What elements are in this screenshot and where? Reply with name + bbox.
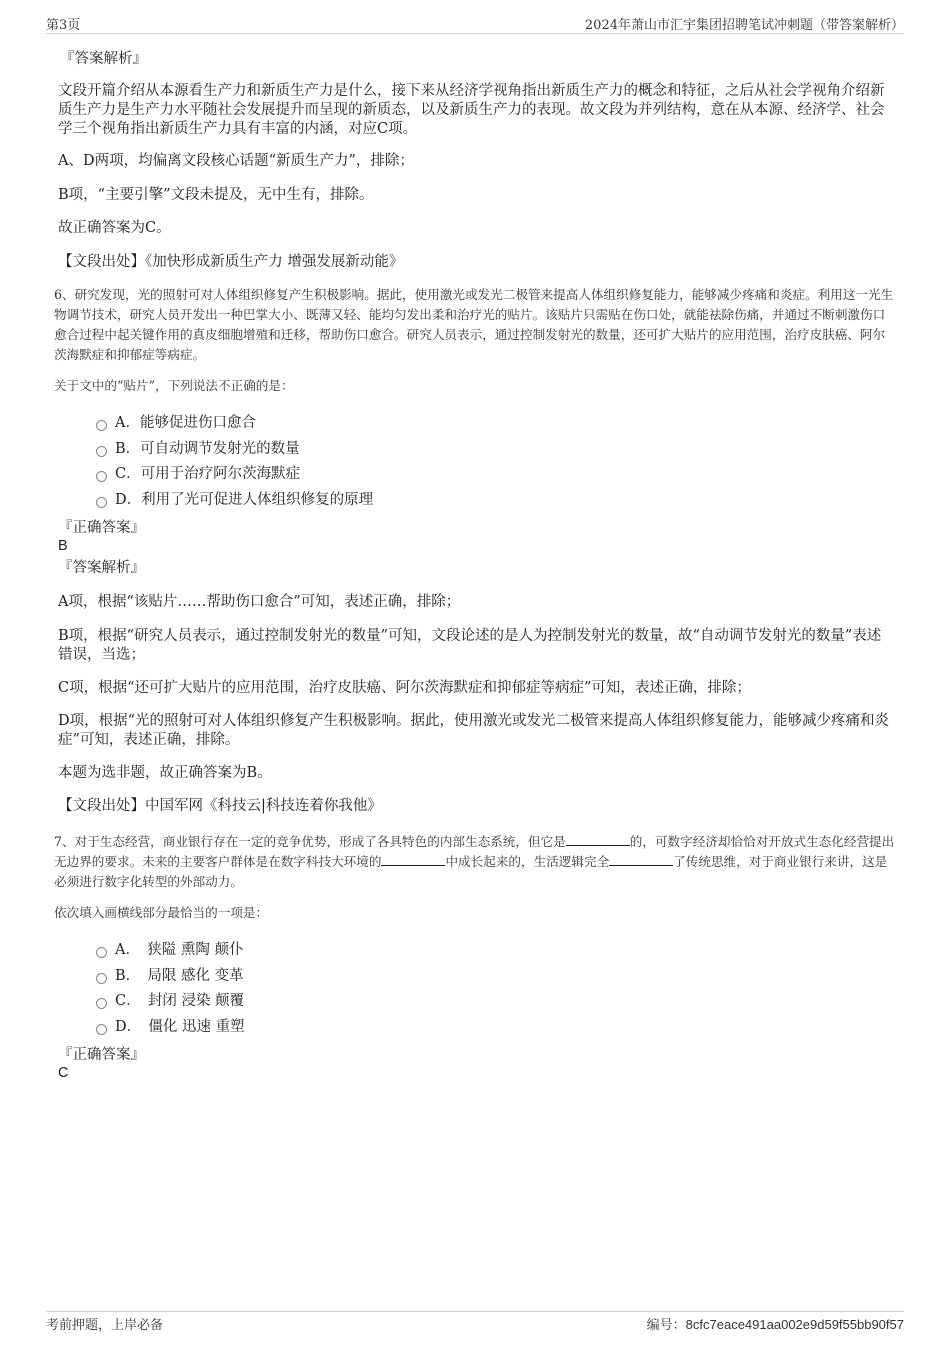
- q5-analysis-label: 『答案解析』: [60, 51, 147, 67]
- q6-stem: 6、研究发现，光的照射可对人体组织修复产生积极影响。据此，使用激光或发光二极管来提高人体组织修复能力，能够减少疼痛和炎症。利用这一光生物调节技术，研究人员开发出一种巴掌大小、既薄又轻、能均匀发出柔和治疗光的贴片。该贴片只需贴在伤口处，就能祛除伤痛，并通过不断刺激伤口愈合过程中起关键作用的真皮细胞增殖和迁移，帮助伤口愈合。研究人员表示，通过控制发射光的数量，还可扩大贴片的应用范围，治疗皮肤癌、阿尔茨海默症和抑郁症等病症。: [54, 287, 894, 362]
- q7-correct-label: 『正确答案』: [58, 1047, 145, 1063]
- header-divider: [46, 33, 904, 34]
- q6-option-c-analysis: C项，根据“还可扩大贴片的应用范围，治疗皮肤癌、阿尔茨海默症和抑郁症等病症”可知，表述正确，排除；: [58, 680, 751, 696]
- footer-slogan: 考前押题，上岸必备: [46, 1318, 164, 1333]
- page-number: 第3页: [46, 18, 81, 33]
- radio-icon[interactable]: [96, 471, 107, 482]
- radio-icon[interactable]: [96, 446, 107, 457]
- document-title: 2024年萧山市汇宇集团招聘笔试冲刺题（带答案解析）: [584, 18, 904, 33]
- q6-analysis-label: 『答案解析』: [58, 560, 145, 576]
- document-id: 编号：8cfc7eace491aa002e9d59f55bb90f57: [646, 1317, 904, 1332]
- page-header: [46, 14, 904, 32]
- q6-option-d-analysis: D项，根据“光的照射可对人体组织修复产生积极影响。据此，使用激光或发光二极管来提高人体组织修复能力，能够减少疼痛和炎症”可知，表述正确，排除。: [58, 713, 890, 748]
- q7-stem: 7、对于生态经营，商业银行存在一定的竞争优势，形成了各具特色的内部生态系统，但它是 的，可数字经济却恰恰对开放式生态化经营提出无边界的要求。未来的主要客户群体是在数字科技大环境的 中成长起来的，生活逻辑完全 了传统思维，对于商业银行来讲，这是必须进行数字化转型的外部动力。: [54, 834, 895, 889]
- radio-icon[interactable]: [96, 947, 107, 958]
- q7-option-a[interactable]: A． 狭隘 熏陶 颠仆: [96, 939, 243, 961]
- fill-blank-3: [609, 853, 673, 866]
- footer-divider: [46, 1311, 904, 1312]
- q6-conclusion: 本题为选非题，故正确答案为B。: [58, 765, 272, 781]
- q5-source: 【文段出处】《加快形成新质生产力 增强发展新动能》: [58, 254, 404, 270]
- q6-option-b[interactable]: B．可自动调节发射光的数量: [96, 438, 300, 460]
- q5-conclusion: 故正确答案为C。: [58, 220, 171, 236]
- q6-option-d[interactable]: D．利用了光可促进人体组织修复的原理: [96, 489, 373, 511]
- q6-correct-answer: B: [58, 538, 68, 554]
- q6-option-c[interactable]: C．可用于治疗阿尔茨海默症: [96, 463, 300, 485]
- q6-option-b-analysis: B项，根据“研究人员表示，通过控制发射光的数量”可知，文段论述的是人为控制发射光的数量，故“自动调节发射光的数量”表述错误，当选；: [58, 628, 882, 663]
- radio-icon[interactable]: [96, 1024, 107, 1035]
- q6-question: 关于文中的“贴片”，下列说法不正确的是：: [54, 378, 294, 393]
- q7-correct-answer: C: [58, 1065, 69, 1081]
- q5-analysis-text: 文段开篇介绍从本源看生产力和新质生产力是什么，接下来从经济学视角指出新质生产力的概念和特征，之后从社会学视角介绍新质生产力是生产力水平随社会发展提升而呈现的新质态，以及新质生产力的表现。故文段为并列结构，意在从本源、经济学、社会学三个视角指出新质生产力具有丰富的内涵，对应C项。: [58, 83, 885, 137]
- q6-option-a[interactable]: A．能够促进伤口愈合: [96, 412, 256, 434]
- fill-blank-1: [566, 833, 630, 846]
- radio-icon[interactable]: [96, 420, 107, 431]
- q6-option-a-analysis: A项，根据“该贴片……帮助伤口愈合”可知，表述正确，排除；: [58, 594, 461, 610]
- q7-question: 依次填入画横线部分最恰当的一项是：: [54, 905, 269, 920]
- q6-correct-label: 『正确答案』: [58, 520, 145, 536]
- q7-option-b[interactable]: B． 局限 感化 变革: [96, 965, 244, 987]
- fill-blank-2: [381, 853, 445, 866]
- q6-source: 【文段出处】中国军网《科技云|科技连着你我他》: [58, 798, 382, 814]
- q7-option-c[interactable]: C． 封闭 浸染 颠覆: [96, 990, 244, 1012]
- q5-option-ad-analysis: A、D两项，均偏离文段核心话题“新质生产力”，排除；: [58, 153, 414, 169]
- q5-option-b-analysis: B项，“主要引擎”文段未提及，无中生有，排除。: [58, 187, 374, 203]
- radio-icon[interactable]: [96, 998, 107, 1009]
- radio-icon[interactable]: [96, 973, 107, 984]
- q7-option-d[interactable]: D． 僵化 迅速 重塑: [96, 1016, 245, 1038]
- radio-icon[interactable]: [96, 497, 107, 508]
